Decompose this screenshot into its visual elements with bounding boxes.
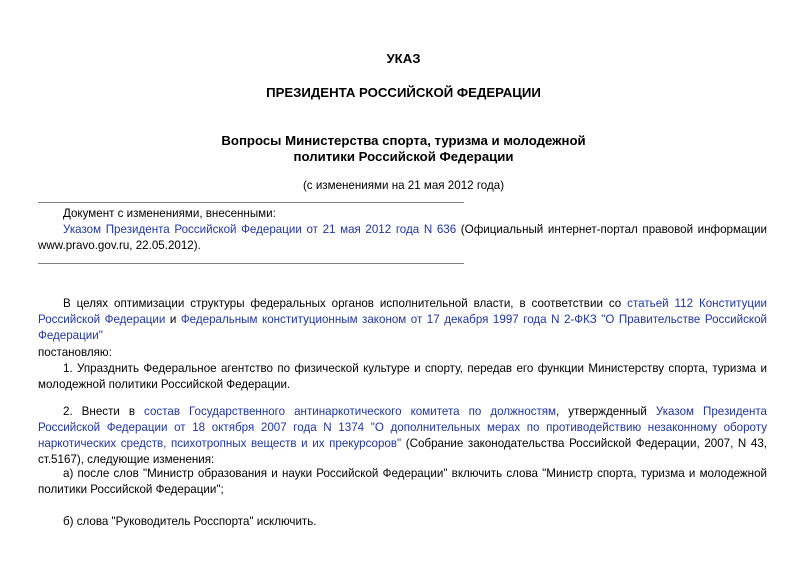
constitution-article-link[interactable]: статьей 112 Конституции Российской Федерации bbox=[38, 297, 767, 326]
subpoint-b: б) слова "Руководитель Росспорта" исключить. bbox=[63, 515, 317, 528]
point-2-text-3: (Собрание законодательства Российской Федерации, 2007, N 43, ст.5167), следующие изменения: bbox=[38, 437, 767, 466]
amendments-block bbox=[38, 206, 767, 254]
amendments-bottom-divider bbox=[38, 263, 464, 264]
preamble-paragraph bbox=[38, 296, 767, 344]
decree-1374-link[interactable]: Указом Президента Российской Федерации от 18 октября 2007 года N 1374 "О дополнительных мерах по противодействию незаконному обороту наркотических средств, психотропных веществ и их прекурсоров" bbox=[38, 405, 768, 450]
subpoint-a: а) после слов "Министр образования и науки Российской Федерации" включить слова "Министр спорта, туризма и молодежной политики Российской Федерации"; bbox=[38, 467, 767, 496]
amendments-detail bbox=[38, 222, 767, 254]
point-1: 1. Упразднить Федеральное агентство по физической культуре и спорту, передав его функции Министерству спорта, туризма и молодежной политики Российской Федерации. bbox=[38, 362, 767, 391]
point-2 bbox=[38, 404, 767, 468]
amendments-intro: Документ с изменениями, внесенными: bbox=[63, 207, 276, 220]
document-title: УКАЗ bbox=[386, 51, 421, 66]
document-issuer: ПРЕЗИДЕНТА РОССИЙСКОЙ ФЕДЕРАЦИИ bbox=[266, 85, 541, 100]
preamble-text-1: В целях оптимизации структуры федеральных органов исполнительной власти, в соответствии со bbox=[63, 297, 628, 310]
committee-composition-link[interactable]: состав Государственного антинаркотического комитета по должностям bbox=[144, 405, 557, 418]
subject-line-2: политики Российской Федерации bbox=[293, 149, 514, 164]
point-2-text-1: 2. Внести в bbox=[63, 405, 145, 418]
amendment-source: (Официальный интернет-портал правовой информации www.pravo.gov.ru, 22.05.2012). bbox=[38, 223, 767, 252]
federal-law-link[interactable]: Федеральным конституционным законом от 17 декабря 1997 года N 2-ФКЗ "О Правительстве Российской Федерации" bbox=[38, 313, 768, 342]
subject-line-1: Вопросы Министерства спорта, туризма и молодежной bbox=[221, 133, 586, 148]
decree-word: постановляю: bbox=[38, 346, 112, 359]
changes-note: (с изменениями на 21 мая 2012 года) bbox=[302, 179, 505, 192]
amendments-top-divider bbox=[38, 202, 464, 203]
document-subject bbox=[0, 133, 807, 165]
preamble-text-2: и bbox=[165, 313, 181, 326]
point-2-text-2: , утвержденный bbox=[556, 405, 656, 418]
amendment-decree-link[interactable]: Указом Президента Российской Федерации от 21 мая 2012 года N 636 bbox=[63, 223, 457, 236]
